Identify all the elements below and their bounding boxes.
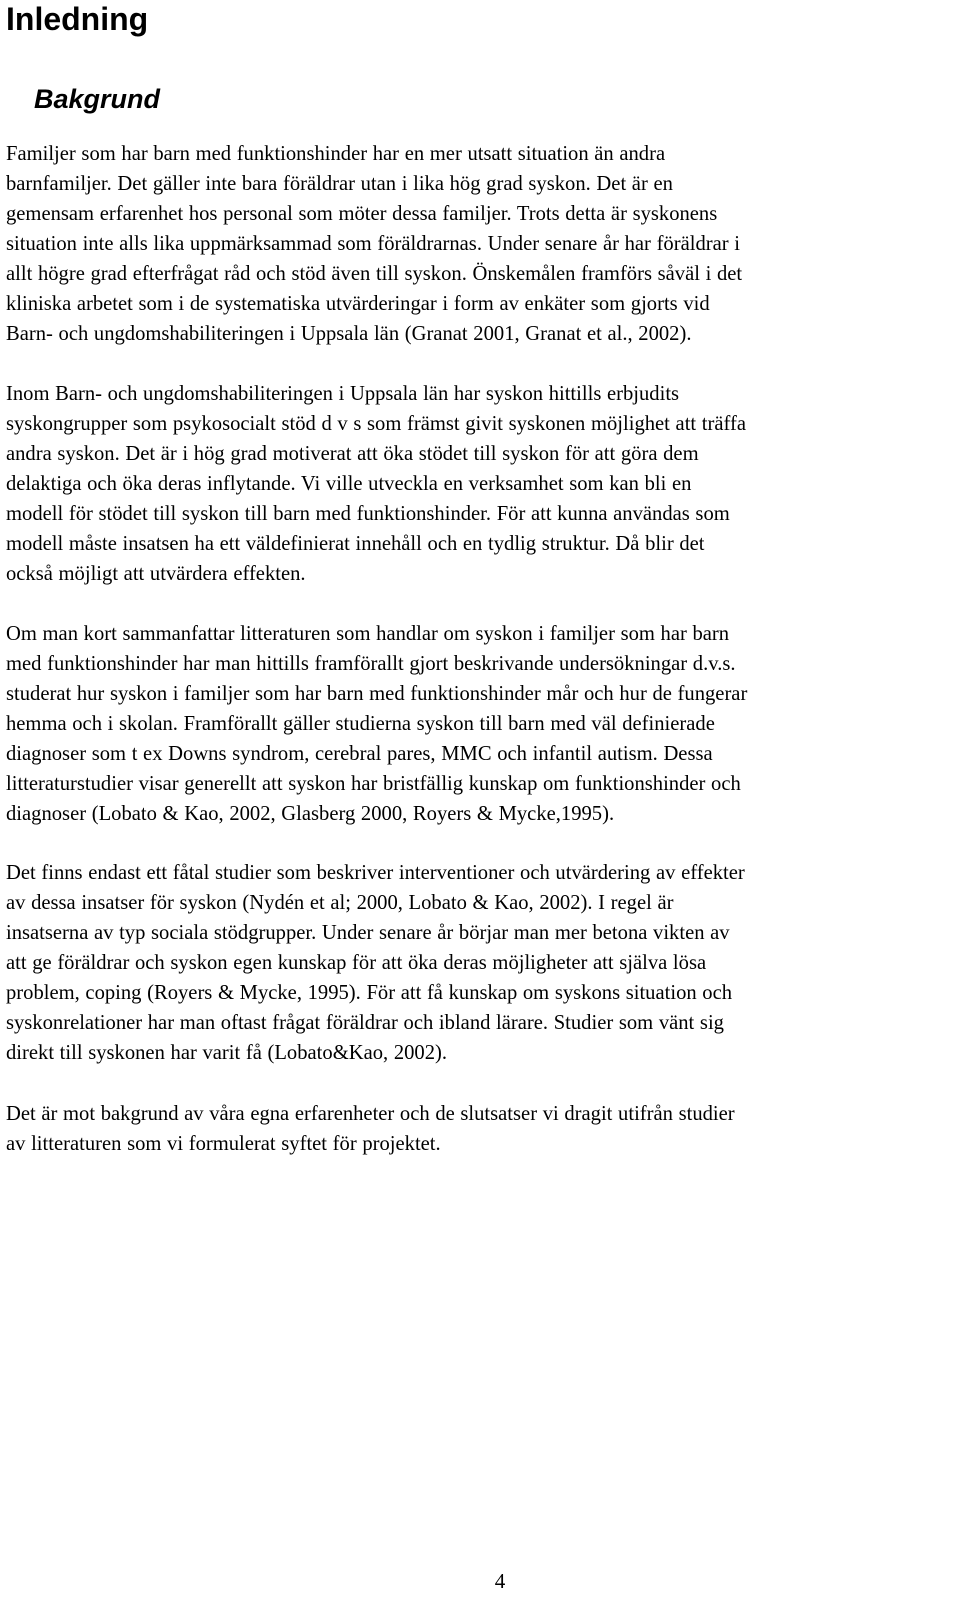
section-title: Bakgrund — [34, 84, 161, 114]
paragraph-studies: Det finns endast ett fåtal studier som beskriver interventioner och utvärdering av effekter av dessa insatser för syskon (Nydén et al; 2000, Lobato & Kao, 2002). I regel är insatserna av typ sociala stödgrupper. Under senare år börjar man mer betona vikten av att ge föräldrar och syskon egen kunskap för att öka deras möjligheter att själva lösa problem, coping (Royers & Mycke, 1995). För att få kunskap om syskons situation och syskonrelationer har man oftast frågat föräldrar och ibland lärare. Studier som vänt sig direkt till syskonen har varit få (Lobato&Kao, 2002). — [6, 862, 745, 1064]
page-number: 4 — [494, 1569, 506, 1593]
paragraph-purpose: Det är mot bakgrund av våra egna erfarenheter och de slutsatser vi dragit utifrån studier av litteraturen som vi formulerat syftet för projektet. — [6, 1103, 735, 1155]
paragraph-habilitation: Inom Barn- och ungdomshabiliteringen i Uppsala län har syskon hittills erbjudits syskongrupper som psykosocialt stöd d v s som främst givit syskonen möjlighet att träffa andra syskon. Det är i hög grad motiverat att öka stödet till syskon för att göra dem delaktiga och öka deras inflytande. Vi ville utveckla en verksamhet som kan bli en modell för stödet till syskon till barn med funktionshinder. För att kunna användas som modell måste insatsen ha ett väldefinierat innehåll och en tydlig struktur. Då blir det också möjligt att utvärdera effekten. — [6, 383, 746, 585]
paragraph-families: Familjer som har barn med funktionshinder har en mer utsatt situation än andra barnfamiljer. Det gäller inte bara föräldrar utan i lika hög grad syskon. Det är en gemensam erfarenhet hos personal som möter dessa familjer. Trots detta är syskonens situation inte alls lika uppmärksammad som föräldrarnas. Under senare år har föräldrar i allt högre grad efterfrågat råd och stöd även till syskon. Önskemålen framförs såväl i det kliniska arbetet som i de systematiska utvärderingar i form av enkäter som gjorts vid Barn- och ungdomshabiliteringen i Uppsala län (Granat 2001, Granat et al., 2002). — [6, 143, 743, 345]
chapter-title: Inledning — [6, 1, 149, 37]
paragraph-literature: Om man kort sammanfattar litteraturen som handlar om syskon i familjer som har barn med funktionshinder har man hittills framförallt gjort beskrivande undersökningar d.v.s. studerat hur syskon i familjer som har barn med funktionshinder mår och hur de fungerar hemma och i skolan. Framförallt gäller studierna syskon till barn med väl definierade diagnoser som t ex Downs syndrom, cerebral pares, MMC och infantil autism. Dessa litteraturstudier visar generellt att syskon har bristfällig kunskap om funktionshinder och diagnoser (Lobato & Kao, 2002, Glasberg 2000, Royers & Mycke,1995). — [6, 623, 748, 825]
